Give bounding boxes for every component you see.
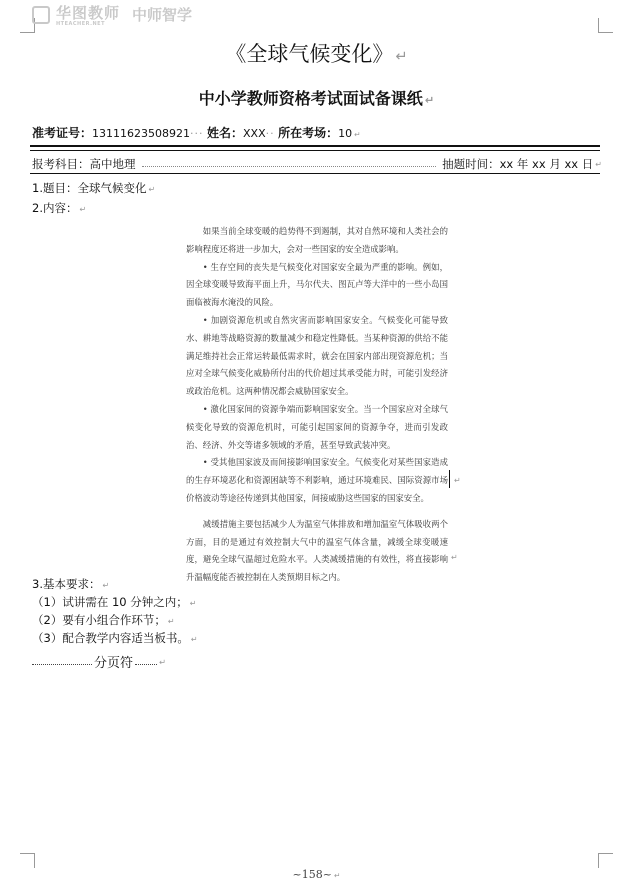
paragraph-mark: ↵ — [454, 476, 461, 485]
logo-main-text: 华图教师 — [56, 4, 121, 22]
subject-label: 报考科目：高中地理 — [32, 157, 136, 171]
requirements-heading: 3.基本要求： ↵ — [32, 577, 110, 591]
requirement-item: （2）要有小组合作环节； ↵ — [32, 613, 175, 627]
draw-time: 抽题时间：xx 年 xx 月 xx 日 — [442, 157, 594, 171]
subject-rule — [30, 173, 600, 174]
room-value: 10 — [338, 127, 353, 140]
subject-dot-leader — [142, 166, 437, 167]
subject-line: 报考科目：高中地理 抽题时间：xx 年 xx 月 xx 日 ↵ — [32, 157, 602, 171]
passage-paragraph: 减缓措施主要包括减少人为温室气体排放和增加温室气体吸收两个方面，目的是通过有效控制大气中的温室气体含量，减缓全球变暖速度，避免全球气温超过危险水平。人类减缓措施的有效性，将直接影响升温幅度能否被控制在人类预期目标之内。 — [186, 518, 448, 583]
logo-sub-text: HTEACHER.NET — [56, 21, 106, 27]
passage-paragraph: • 激化国家间的资源争端而影响国家安全。当一个国家应对全球气候变化导致的资源危机时，可能引起国家间的资源争夺，进而引发政治、经济、外交等诸多领域的矛盾，甚至导致武装冲突。 — [186, 403, 448, 450]
exam-id-label: 准考证号： — [32, 126, 93, 140]
passage-paragraph: • 加剧资源危机或自然灾害而影响国家安全。气候变化可能导致水、耕地等战略资源的数量减少和稳定性降低。当某种资源的供给不能满足维持社会正常运转最低需求时，就会在国家内部出现资源危机；当应对全球气候变化威胁所付出的代价超过其承受能力时，可能引发经济或政治危机。这两种情况都会威胁国家安全。 — [186, 314, 448, 397]
name-label: 姓名： — [207, 126, 244, 140]
page-break-dots — [32, 664, 92, 665]
page-number: ~158~ ↵ — [292, 868, 341, 881]
passage-paragraph: • 受其他国家波及而间接影响国家安全。气候变化对某些国家造成的生存环境恶化和资源困缺等不利影响，通过环境难民、国际资源市场价格波动等途径传递到其他国家，间接威胁这些国家的国家安全。 — [186, 457, 448, 503]
exam-id-value: 13111623508921 — [92, 127, 190, 140]
exam-info-line: 准考证号：13111623508921··· 姓名：XXX·· 所在考场：10 ↵ — [32, 126, 361, 140]
passage-paragraph: 如果当前全球变暖的趋势得不到遏制，其对自然环境和人类社会的影响程度还将进一步加大，会对一些国家的安全造成影响。 — [186, 226, 448, 254]
name-value: XXX — [243, 127, 266, 140]
room-label: 所在考场： — [278, 126, 339, 140]
document-subtitle: 中小学教师资格考试面试备课纸 ↵ — [198, 89, 435, 108]
text-cursor — [449, 470, 450, 488]
paragraph-mark: ↵ — [451, 553, 458, 562]
double-rule-thick — [30, 145, 600, 147]
crop-mark-bottom-left — [20, 853, 35, 868]
requirement-item: （3）配合教学内容适当板书。 ↵ — [32, 631, 198, 645]
passage-paragraph: • 生存空间的丧失是气候变化对国家安全最为严重的影响。例如，因全球变暖导致海平面上升，马尔代夫、图瓦卢等大洋中的一些小岛国面临被海水淹没的风险。 — [186, 261, 448, 308]
crop-mark-top-right — [598, 18, 613, 33]
page-break-dots — [135, 664, 157, 665]
requirement-item: （1）试讲需在 10 分钟之内； ↵ — [32, 595, 197, 609]
page-break-marker: 分页符 ↵ — [32, 652, 166, 671]
header-logo — [32, 2, 192, 27]
document-title: 《全球气候变化》 ↵ — [225, 42, 408, 66]
page-break-label: 分页符 — [94, 656, 134, 671]
content-line: 2.内容： ↵ — [32, 201, 87, 215]
logo-second-text: 中师智学 — [132, 6, 193, 24]
crop-mark-bottom-right — [598, 853, 613, 868]
double-rule-thin — [30, 150, 600, 151]
topic-line: 1.题目：全球气候变化 ↵ — [32, 181, 156, 195]
logo-icon — [32, 6, 50, 24]
passage-excerpt — [186, 223, 448, 587]
